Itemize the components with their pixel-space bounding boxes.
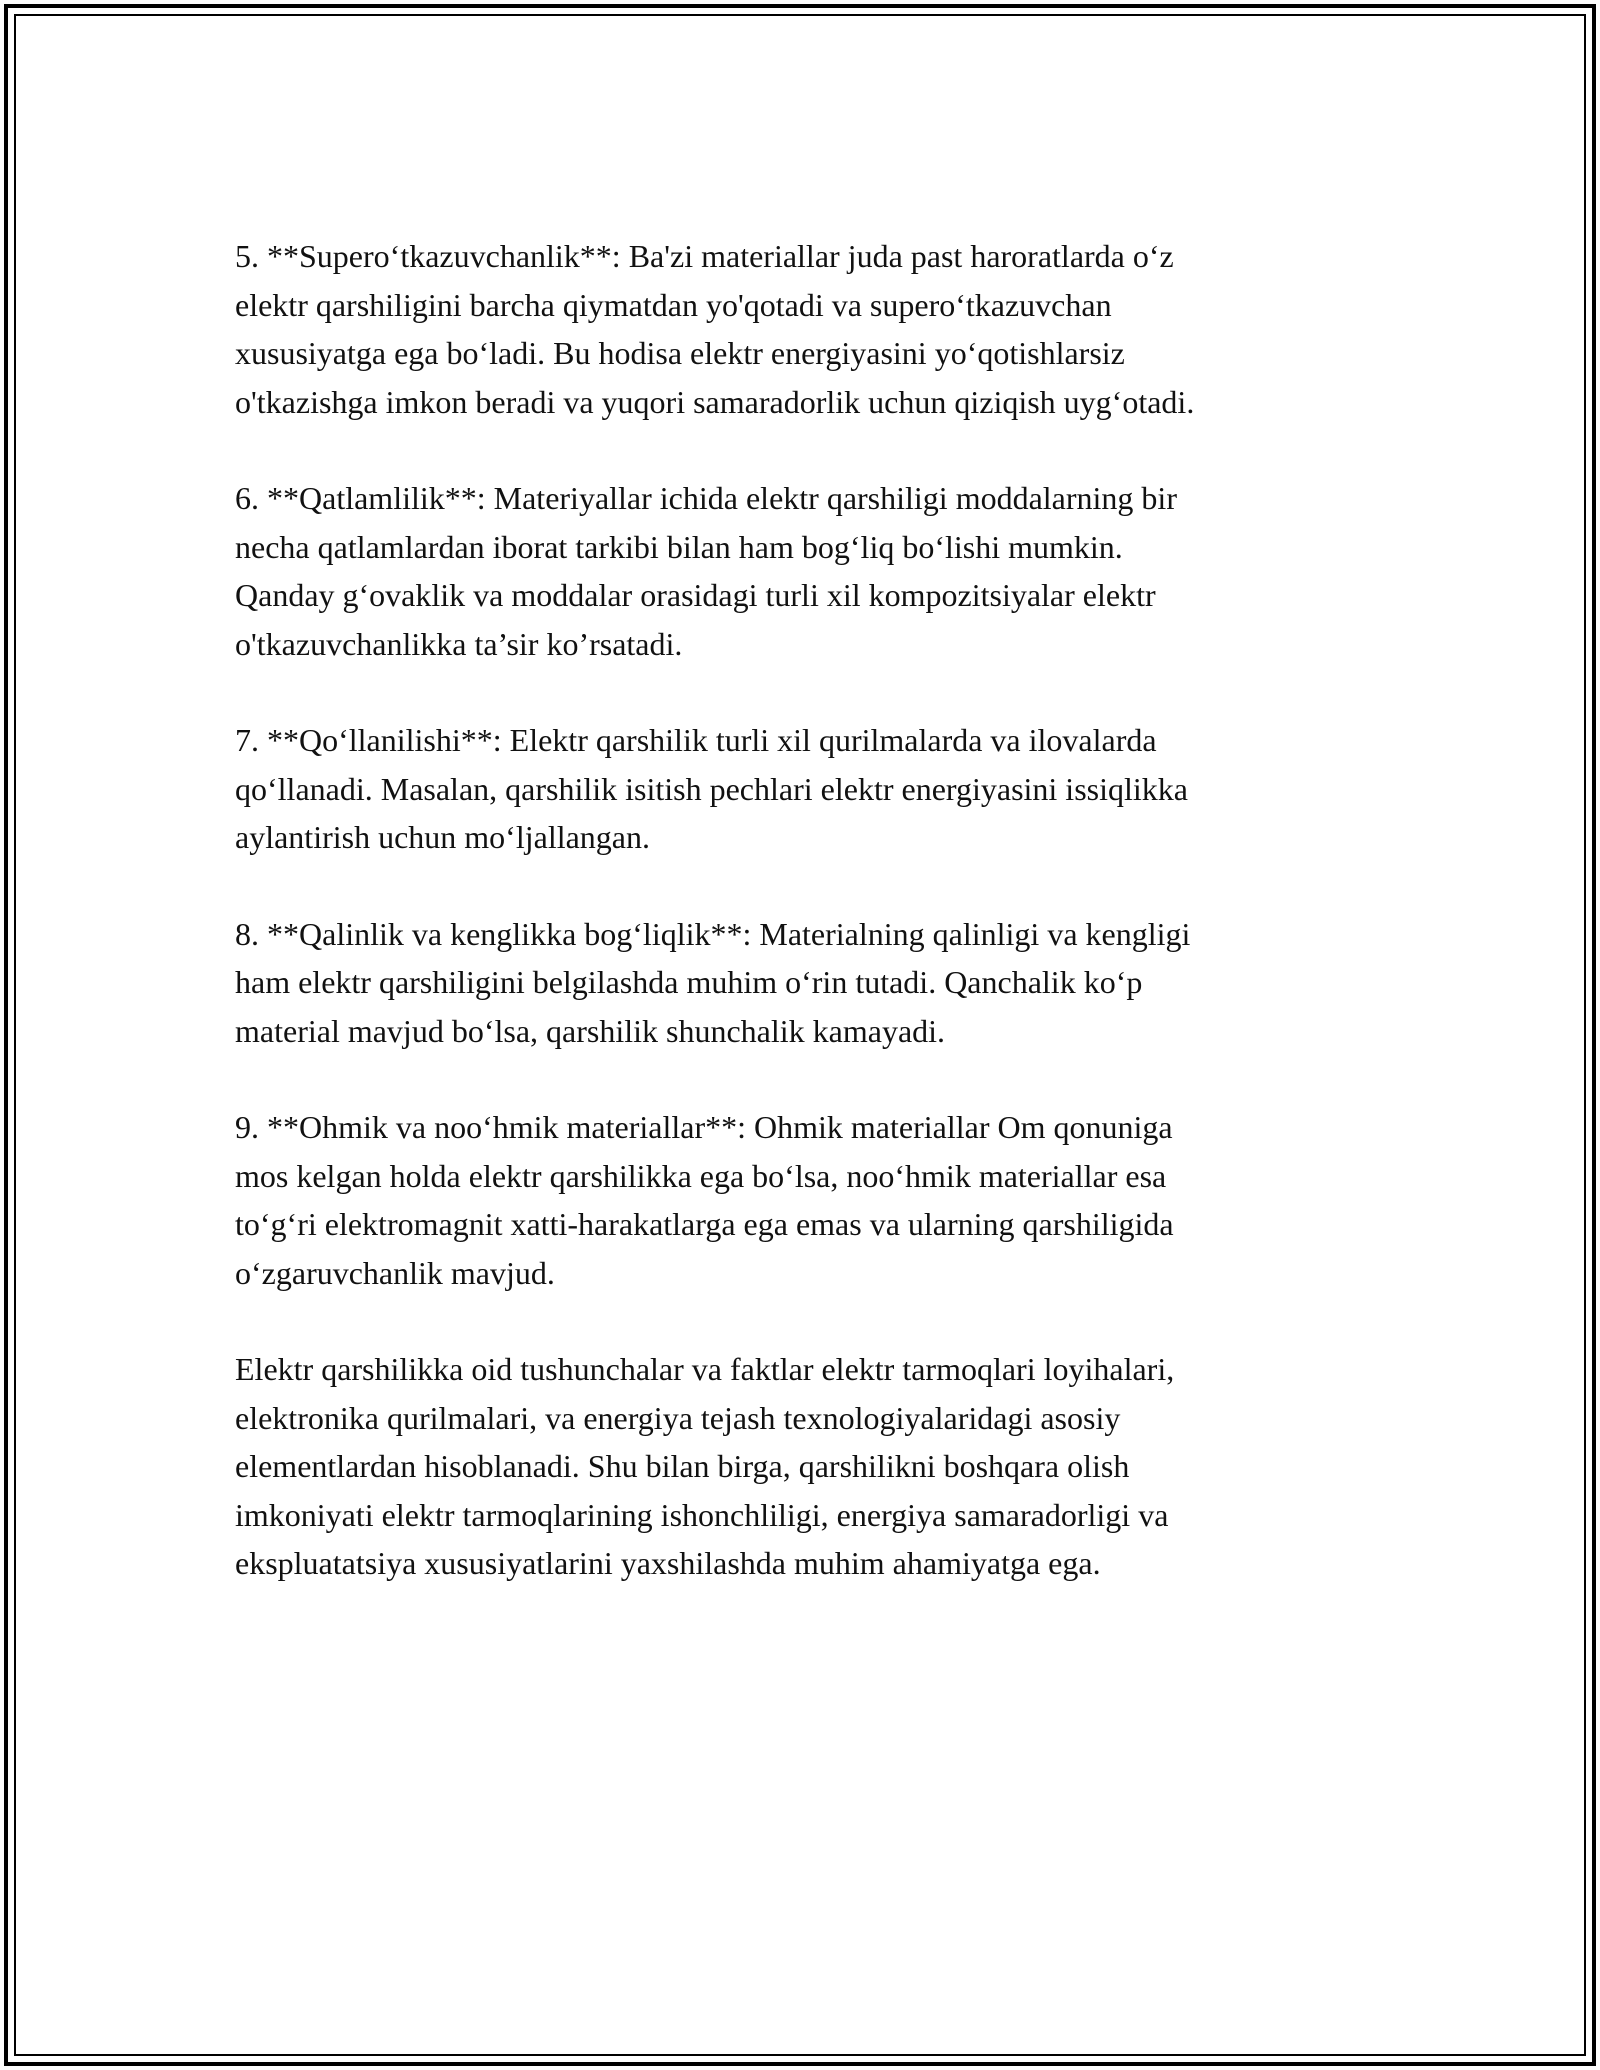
paragraph-superconductivity: 5. **Supero‘tkazuvchanlik**: Ba'zi materiallar juda past haroratlarda o‘z elektr qarshiligini barcha qiymatdan yo'qotadi va supero‘tkazuvchan xususiyatga ega bo‘ladi. Bu hodisa elektr energiyasini yo‘qotishlarsiz o'tkazishga imkon beradi va yuqori samaradorlik uchun qiziqish uyg‘otadi. (235, 238, 1195, 420)
document-body (235, 232, 1365, 1636)
paragraph-ohmic-materials: 9. **Ohmik va noo‘hmik materiallar**: Ohmik materiallar Om qonuniga mos kelgan holda elektr qarshilikka ega bo‘lsa, noo‘hmik materiallar esa to‘g‘ri elektromagnit xatti-harakatlarga ega emas va ularning qarshiligida o‘zgaruvchanlik mavjud. (235, 1109, 1174, 1291)
paragraph-layering: 6. **Qatlamlilik**: Materiyallar ichida elektr qarshiligi moddalarning bir necha qatlamlardan iborat tarkibi bilan ham bog‘liq bo‘lishi mumkin. Qanday g‘ovaklik va moddalar orasidagi turli xil kompozitsiyalar elektr o'tkazuvchanlikka ta’sir ko’rsatadi. (235, 480, 1177, 662)
paragraph-applications: 7. **Qo‘llanilishi**: Elektr qarshilik turli xil qurilmalarda va ilovalarda qo‘llanadi. Masalan, qarshilik isitish pechlari elektr energiyasini issiqlikka aylantirish uchun mo‘ljallangan. (235, 722, 1188, 855)
paragraph-conclusion: Elektr qarshilikka oid tushunchalar va faktlar elektr tarmoqlari loyihalari, elektronika qurilmalari, va energiya tejash texnologiyalaridagi asosiy elementlardan hisoblanadi. Shu bilan birga, qarshilikni boshqara olish imkoniyati elektr tarmoqlarining ishonchliligi, energiya samaradorligi va ekspluatatsiya xususiyatlarini yaxshilashda muhim ahamiyatga ega. (235, 1351, 1175, 1581)
paragraph-thickness-width: 8. **Qalinlik va kenglikka bog‘liqlik**: Materialning qalinligi va kengligi ham elektr qarshiligini belgilashda muhim o‘rin tutadi. Qanchalik ko‘p material mavjud bo‘lsa, qarshilik shunchalik kamayadi. (235, 915, 1191, 1049)
